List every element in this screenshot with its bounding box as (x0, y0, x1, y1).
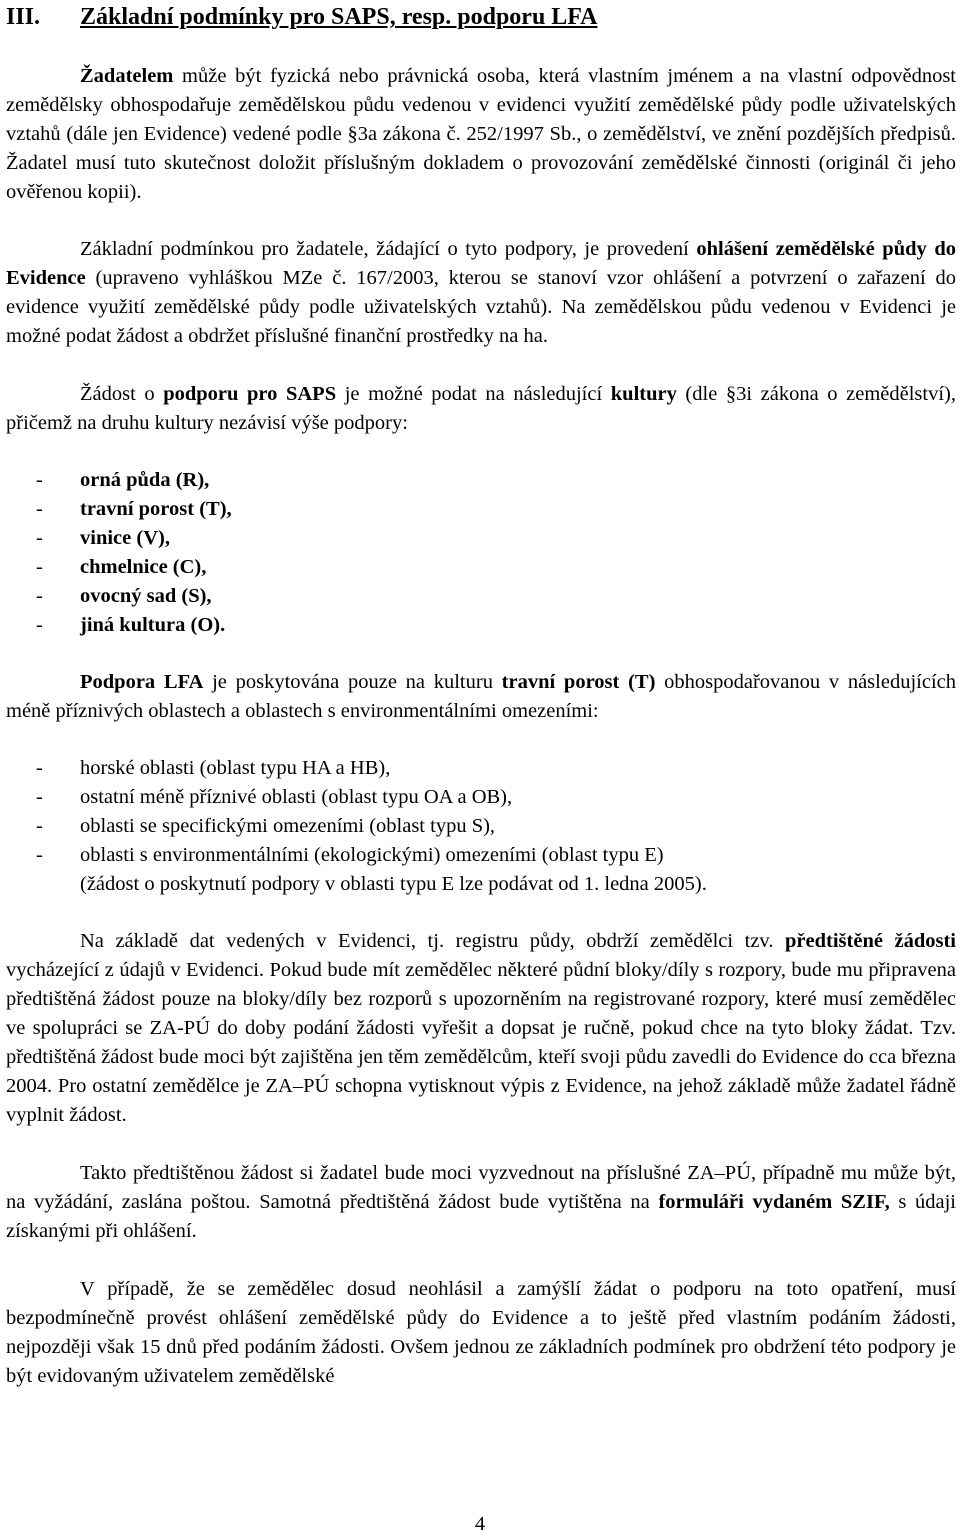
spacer (6, 1246, 956, 1275)
page-number: 4 (474, 1513, 486, 1535)
paragraph-lfa (6, 668, 956, 726)
list-item (6, 466, 956, 495)
list-item (6, 495, 956, 524)
list-dash: - (36, 556, 43, 578)
bold-term: podporu pro SAPS (163, 383, 337, 405)
list-dash: - (36, 585, 43, 607)
list-item-text: chmelnice (C), (80, 556, 207, 578)
spacer (6, 351, 956, 380)
paragraph-applicant (6, 62, 956, 207)
paragraph-saps (6, 380, 956, 438)
areas-list (6, 754, 956, 870)
areas-note: (žádost o poskytnutí podpory v oblasti typu E lze podávat od 1. ledna 2005). (80, 873, 707, 895)
bold-term: formuláři vydaném SZIF, (658, 1191, 890, 1213)
bold-term: kultury (610, 383, 677, 405)
paragraph-text: obhospodařovanou v následujících méně příznivých oblastech a oblastech s environmentálními omezeními: (6, 671, 956, 722)
paragraph-preprinted (6, 927, 956, 1130)
paragraph-text: Žádost o (80, 383, 164, 405)
list-item (6, 783, 956, 812)
paragraph-text: Základní podmínkou pro žadatele, žádající o tyto podpory, je provedení (80, 238, 697, 260)
paragraph-text: vycházející z údajů v Evidenci. Pokud bude mít zemědělec některé půdní bloky/díly s rozpory, bude mu připravena předtištěná žádost pouze na bloky/díly bez rozporů s upozorněním na registrované rozpory, které musí zemědělec ve spolupráci se ZA-PÚ do doby podání žádosti vyřešit a dopsat je ručně, pokud chce na tyto bloky žádat. Tzv. předtištěná žádost bude moci být zajištěna jen těm zemědělcům, kteří svoji půdu zavedli do Evidence do cca března 2004. Pro ostatní zemědělce je ZA–PÚ schopna vytisknout výpis z Evidence, na jehož základě může žadatel řádně vyplnit žádost. (6, 959, 956, 1126)
paragraph-pickup (6, 1159, 956, 1246)
list-item-text: orná půda (R), (80, 469, 210, 491)
list-dash: - (36, 815, 43, 837)
list-item (6, 582, 956, 611)
list-item (6, 754, 956, 783)
bold-term: předtištěné žádosti (785, 930, 956, 952)
paragraph-text: Na základě dat vedených v Evidenci, tj. registru půdy, obdrží zemědělci tzv. (80, 930, 786, 952)
document-page (6, 0, 956, 1391)
spacer (6, 34, 956, 62)
list-dash: - (36, 527, 43, 549)
paragraph-text: je možné podat na následující (336, 383, 611, 405)
bold-term: travní porost (T) (501, 671, 656, 693)
paragraph-text: může být fyzická nebo právnická osoba, která vlastním jménem a na vlastní odpovědnost zemědělsky obhospodařuje zemědělskou půdu vedenou v evidenci využití zemědělské půdy podle uživatelských vztahů (dále jen Evidence) vedené podle §3a zákona č. 252/1997 Sb., o zemědělství, ve znění pozdějších předpisů. Žadatel musí tuto skutečnost doložit příslušným dokladem o provozování zemědělské činnosti (originál či jeho ověřenou kopii). (6, 65, 956, 203)
list-item-text: horské oblasti (oblast typu HA a HB), (80, 757, 391, 779)
section-heading (6, 0, 956, 34)
list-dash: - (36, 614, 43, 636)
list-item-text: jiná kultura (O). (80, 614, 226, 636)
bold-term: Podpora LFA (80, 671, 204, 693)
list-item (6, 812, 956, 841)
list-dash: - (36, 757, 43, 779)
spacer (6, 726, 956, 754)
list-item-text: ovocný sad (S), (80, 585, 212, 607)
bold-term: ohlášení zemědělské půdy do Evidence (6, 238, 956, 289)
list-item (6, 553, 956, 582)
paragraph-basic-condition (6, 235, 956, 351)
list-dash: - (36, 844, 43, 866)
list-dash: - (36, 786, 43, 808)
spacer (6, 899, 956, 927)
list-item-text: oblasti se specifickými omezeními (oblast typu S), (80, 815, 496, 837)
cultures-list (6, 466, 956, 640)
bold-term: Žadatelem (80, 65, 174, 87)
spacer (6, 207, 956, 235)
section-title: Základní podmínky pro SAPS, resp. podporu LFA (80, 4, 598, 30)
paragraph-text: V případě, že se zemědělec dosud neohlásil a zamýšlí žádat o podporu na toto opatření, musí bezpodmínečně provést ohlášení zemědělské půdy do Evidence a to ještě před vlastním podáním žádosti, nejpozději však 15 dnů před podáním žádosti. Ovšem jednou ze základních podmínek pro obdržení této podpory je být evidovaným uživatelem zemědělské (6, 1278, 956, 1387)
spacer (6, 640, 956, 668)
paragraph-text: (dle §3i zákona o zemědělství), přičemž na druhu kultury nezávisí výše podpory: (6, 383, 956, 434)
section-number: III. (6, 4, 41, 30)
paragraph-text: je poskytována pouze na kulturu (203, 671, 502, 693)
spacer (6, 438, 956, 466)
paragraph-not-registered (6, 1275, 956, 1391)
paragraph-text: s údaji získanými při ohlášení. (6, 1191, 957, 1242)
list-item-text: travní porost (T), (80, 498, 232, 520)
list-dash: - (36, 469, 43, 491)
list-item (6, 841, 956, 870)
list-item (6, 524, 956, 553)
list-item-text: vinice (V), (80, 527, 170, 549)
list-item-text: oblasti s environmentálními (ekologickými) omezeními (oblast typu E) (80, 844, 664, 866)
list-dash: - (36, 498, 43, 520)
paragraph-text: (upraveno vyhláškou MZe č. 167/2003, kterou se stanoví vzor ohlášení a potvrzení o zařazení do evidence využití zemědělské půdy podle uživatelských vztahů). Na zemědělskou půdu vedenou v Evidenci je možné podat žádost a obdržet příslušné finanční prostředky na ha. (6, 267, 956, 347)
list-item (6, 611, 956, 640)
spacer (6, 1130, 956, 1159)
list-item-text: ostatní méně příznivé oblasti (oblast typu OA a OB), (80, 786, 513, 808)
paragraph-text: Takto předtištěnou žádost si žadatel bude moci vyzvednout na příslušné ZA–PÚ, případně mu může být, na vyžádání, zaslána poštou. Samotná předtištěná žádost bude vytištěna na (6, 1162, 956, 1213)
